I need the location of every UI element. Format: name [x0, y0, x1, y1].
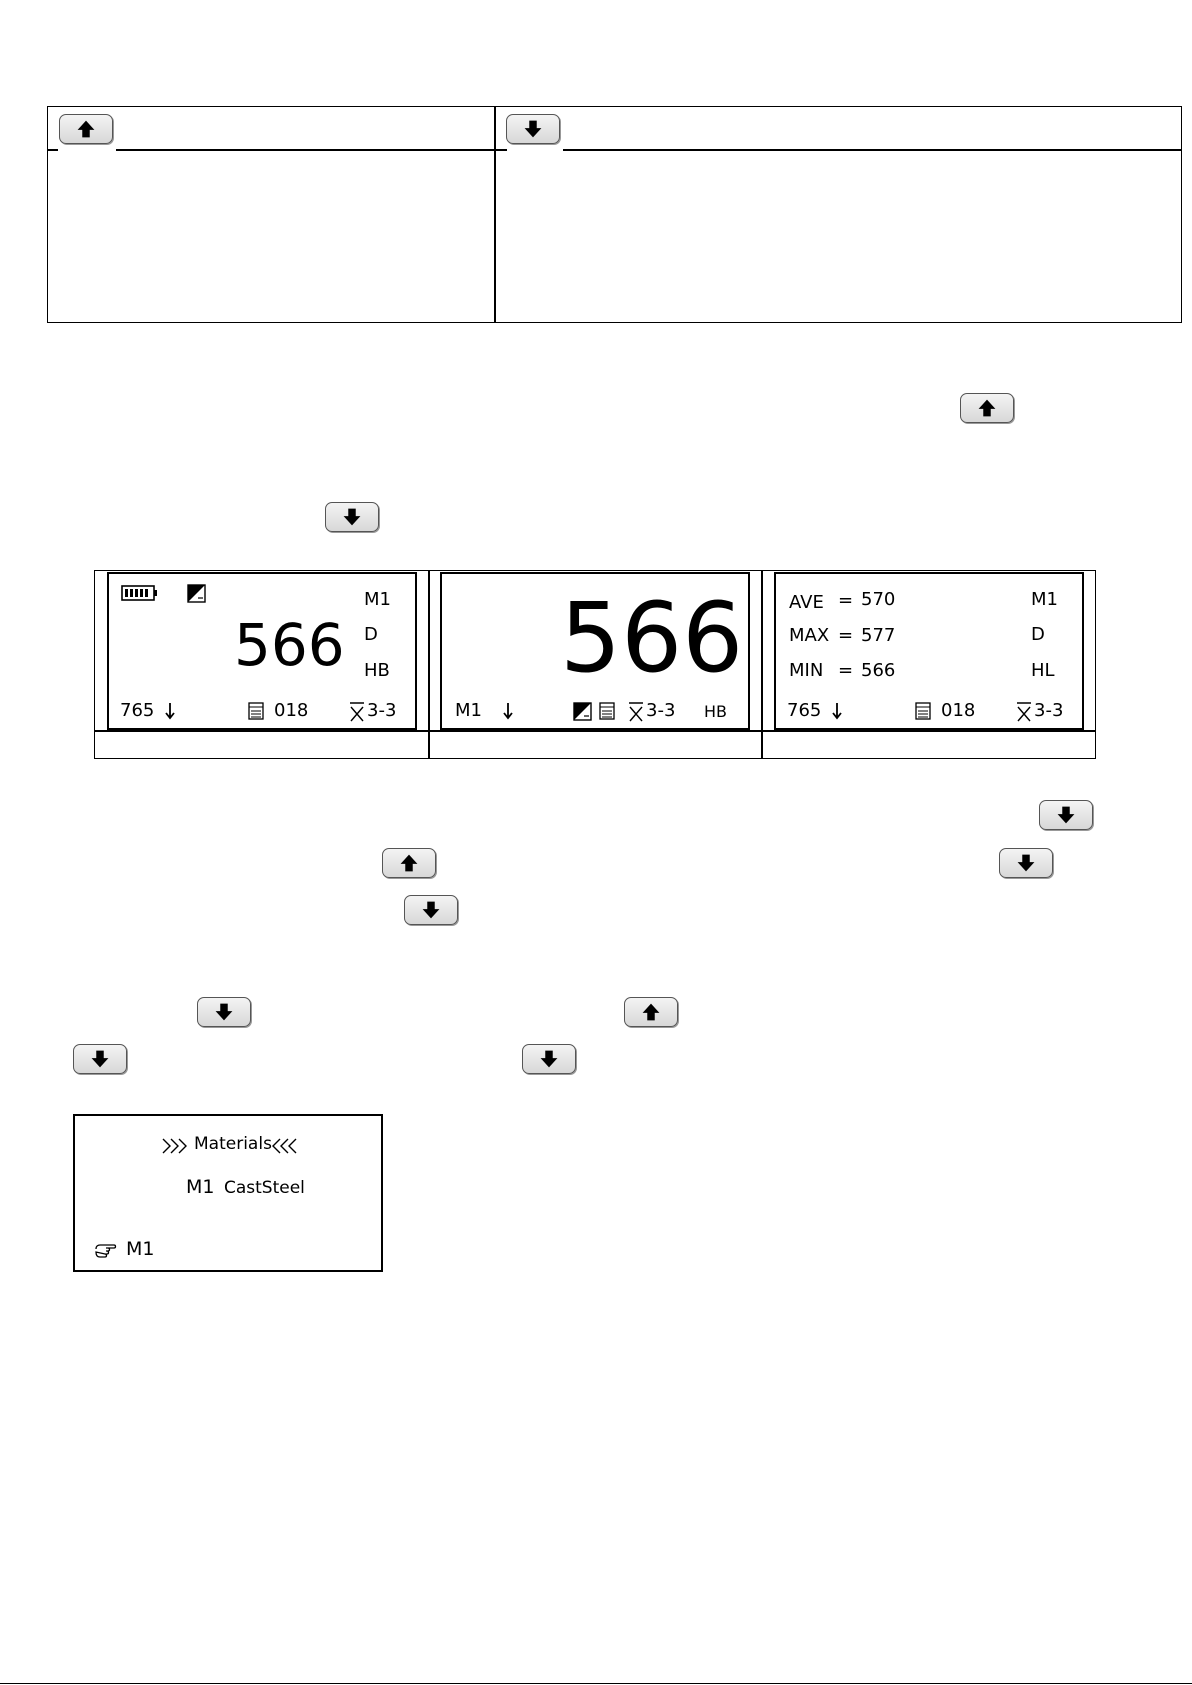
down-arrow-icon — [502, 701, 514, 721]
down-arrow-key-icon — [197, 997, 251, 1027]
down-arrow-icon — [164, 701, 176, 721]
min-label: MIN — [789, 660, 824, 681]
down-arrow-key-icon — [999, 848, 1053, 878]
equals-sign: = — [838, 660, 854, 681]
strip-caption-rule — [95, 730, 1095, 732]
max-label: MAX — [789, 625, 830, 646]
memory-icon — [599, 702, 615, 720]
material-code: M1 — [364, 589, 391, 610]
probe-type: D — [364, 624, 378, 645]
table-header-rule — [496, 149, 507, 151]
x-bar-icon — [628, 700, 644, 722]
hardness-scale: HL — [1031, 660, 1055, 681]
hardness-scale: HB — [704, 702, 728, 721]
down-arrow-key-icon — [404, 895, 458, 925]
up-arrow-key-icon — [960, 393, 1014, 423]
ave-label: AVE — [789, 592, 824, 613]
down-arrow-icon — [831, 701, 843, 721]
average-count: 3-3 — [646, 700, 676, 721]
down-arrow-key-icon — [522, 1044, 576, 1074]
memory-icon — [248, 702, 264, 720]
average-count: 3-3 — [1034, 700, 1064, 721]
lcd-screen-large — [440, 572, 750, 730]
material-code: M1 — [1031, 589, 1058, 610]
min-value: 566 — [861, 660, 896, 681]
equals-sign: = — [838, 625, 854, 646]
material-code: M1 — [455, 700, 482, 721]
leeb-value: 765 — [120, 700, 155, 721]
hardness-value: 566 — [234, 611, 345, 679]
material-item-name[interactable]: CastSteel — [224, 1178, 305, 1198]
table-header-rule — [48, 149, 58, 151]
hardness-value: 566 — [560, 582, 744, 694]
contrast-icon — [573, 702, 592, 721]
lcd-screen-statistics — [774, 572, 1084, 730]
chevrons-left-icon — [268, 1136, 298, 1156]
average-count: 3-3 — [367, 700, 397, 721]
x-bar-icon — [349, 700, 365, 722]
battery-icon — [121, 584, 159, 602]
page-bottom-rule — [0, 1683, 1192, 1684]
contrast-icon — [187, 584, 206, 603]
memory-icon — [915, 702, 931, 720]
up-arrow-key-icon — [382, 848, 436, 878]
x-bar-icon — [1016, 700, 1032, 722]
lcd-screen-measure — [107, 572, 417, 730]
table-divider — [494, 107, 496, 322]
material-item-code[interactable]: M1 — [186, 1176, 215, 1198]
down-arrow-key-icon — [325, 502, 379, 532]
menu-title: Materials — [194, 1134, 272, 1154]
leeb-value: 765 — [787, 700, 822, 721]
memory-count: 018 — [941, 700, 976, 721]
chevrons-right-icon — [161, 1136, 191, 1156]
key-description-table — [47, 106, 1182, 323]
selected-material: M1 — [126, 1238, 155, 1260]
table-header-rule — [116, 149, 494, 151]
down-arrow-key-icon — [73, 1044, 127, 1074]
memory-count: 018 — [274, 700, 309, 721]
down-arrow-key-icon — [506, 114, 560, 144]
materials-menu-screen — [73, 1114, 383, 1272]
probe-type: D — [1031, 624, 1045, 645]
equals-sign: = — [838, 590, 854, 611]
max-value: 577 — [861, 625, 896, 646]
hardness-scale: HB — [364, 660, 390, 681]
ave-value: 570 — [861, 589, 896, 610]
up-arrow-key-icon — [59, 114, 113, 144]
hand-pointer-icon — [94, 1240, 118, 1260]
up-arrow-key-icon — [624, 997, 678, 1027]
display-screens-strip — [94, 570, 1096, 759]
down-arrow-key-icon — [1039, 800, 1093, 830]
table-header-rule — [563, 149, 1181, 151]
